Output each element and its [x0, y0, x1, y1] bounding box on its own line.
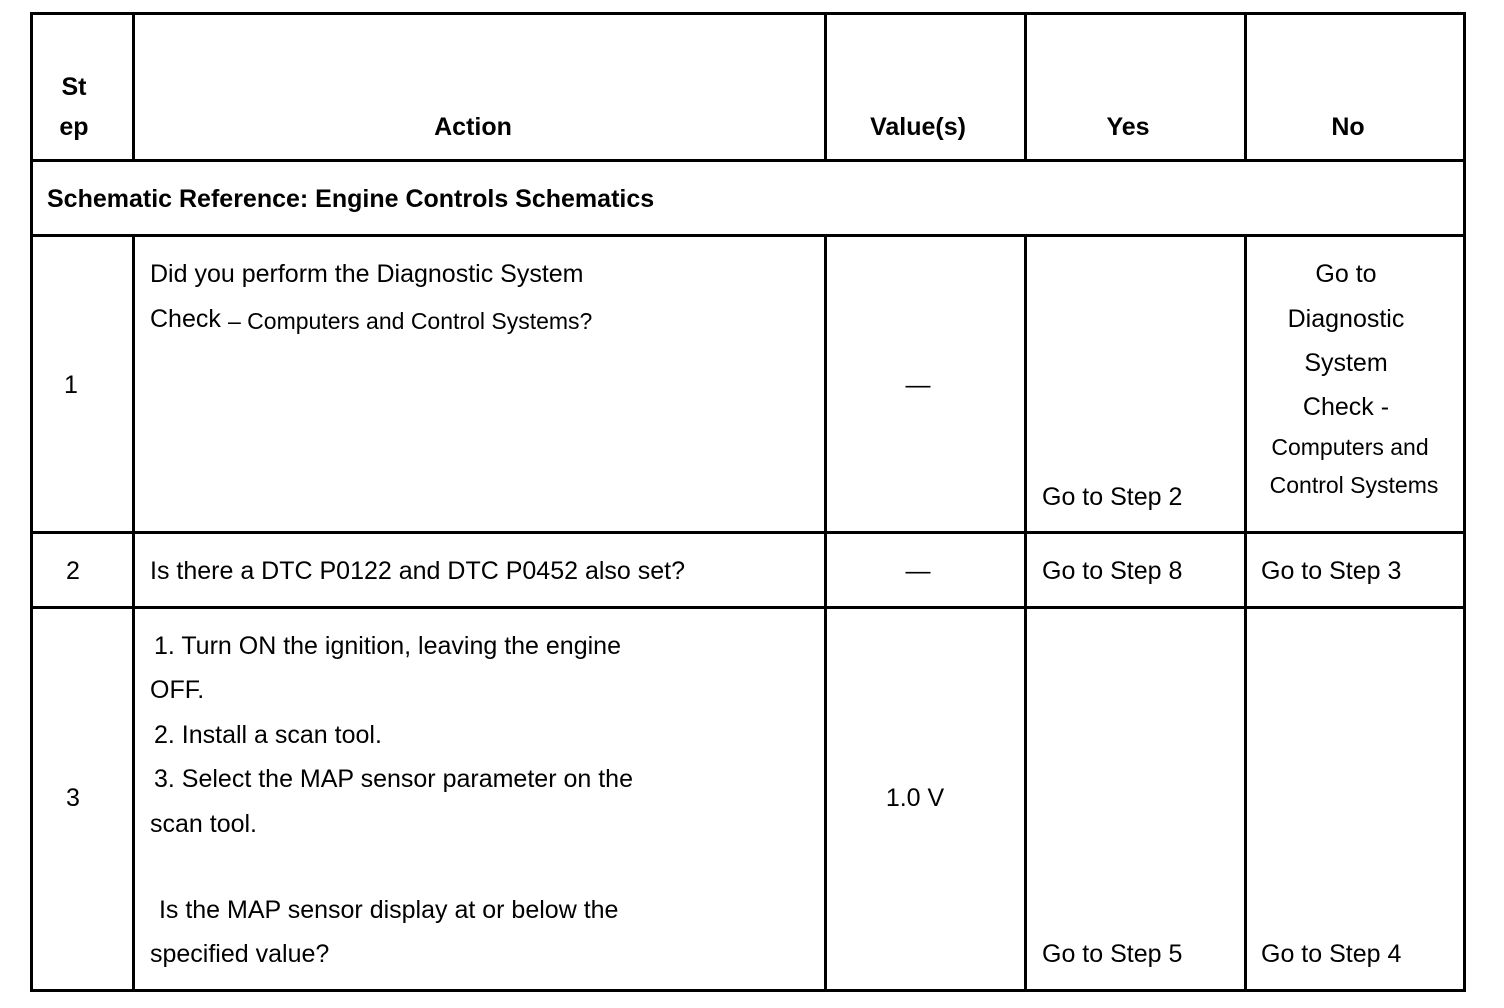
row1-value: — — [905, 371, 931, 399]
row1-no-line1: Go to — [1315, 260, 1377, 288]
row2-yes: Go to Step 8 — [1042, 557, 1183, 585]
row3-action-line3: 2. Install a scan tool. — [154, 721, 382, 749]
row1-step: 1 — [64, 371, 78, 399]
row3-action-line7: specified value? — [150, 940, 330, 968]
row3-value: 1.0 V — [885, 784, 945, 812]
row1-no-line6: Control Systems — [1269, 472, 1439, 498]
header-divider — [33, 159, 1463, 162]
col-divider-action-body — [824, 234, 827, 989]
row1-action-line2a: Check — [150, 305, 221, 333]
row3-action-line1: 1. Turn ON the ignition, leaving the engine — [154, 632, 621, 660]
row3-action-line2: OFF. — [150, 676, 205, 704]
row3-action-line5: scan tool. — [150, 810, 258, 838]
row1-divider — [33, 531, 1463, 534]
diagnostic-table — [30, 12, 1466, 992]
row2-no: Go to Step 3 — [1261, 557, 1402, 585]
schematic-divider — [33, 234, 1463, 237]
row2-action: Is there a DTC P0122 and DTC P0452 also set? — [150, 557, 686, 585]
header-step-line1: St — [61, 73, 87, 101]
row1-no-line2: Diagnostic — [1287, 305, 1405, 333]
row1-action-line1: Did you perform the Diagnostic System — [150, 260, 584, 288]
header-no: No — [1331, 113, 1365, 141]
header-step-line2: ep — [59, 113, 89, 141]
row3-step: 3 — [66, 784, 80, 812]
row2-value: — — [905, 557, 931, 585]
row1-no-line4: Check - — [1302, 393, 1390, 421]
row1-no-line5: Computers and — [1271, 434, 1429, 460]
schematic-reference: Schematic Reference: Engine Controls Schematics — [47, 185, 655, 213]
row3-action-line6: Is the MAP sensor display at or below the — [152, 896, 619, 924]
row3-yes: Go to Step 5 — [1042, 940, 1183, 968]
row2-step: 2 — [66, 557, 80, 585]
row1-action-line2b: – Computers and Control Systems? — [228, 308, 593, 334]
header-yes: Yes — [1106, 113, 1150, 141]
row3-action-line4: 3. Select the MAP sensor parameter on the — [154, 765, 633, 793]
row1-no-line3: System — [1304, 349, 1388, 377]
col-divider-step-body — [132, 234, 135, 989]
row2-divider — [33, 606, 1463, 609]
header-action: Action — [434, 113, 512, 141]
row1-yes: Go to Step 2 — [1042, 483, 1183, 511]
row3-no: Go to Step 4 — [1261, 940, 1402, 968]
col-divider-yes-body — [1244, 234, 1247, 989]
header-values: Value(s) — [870, 113, 966, 141]
col-divider-value-body — [1024, 234, 1027, 989]
